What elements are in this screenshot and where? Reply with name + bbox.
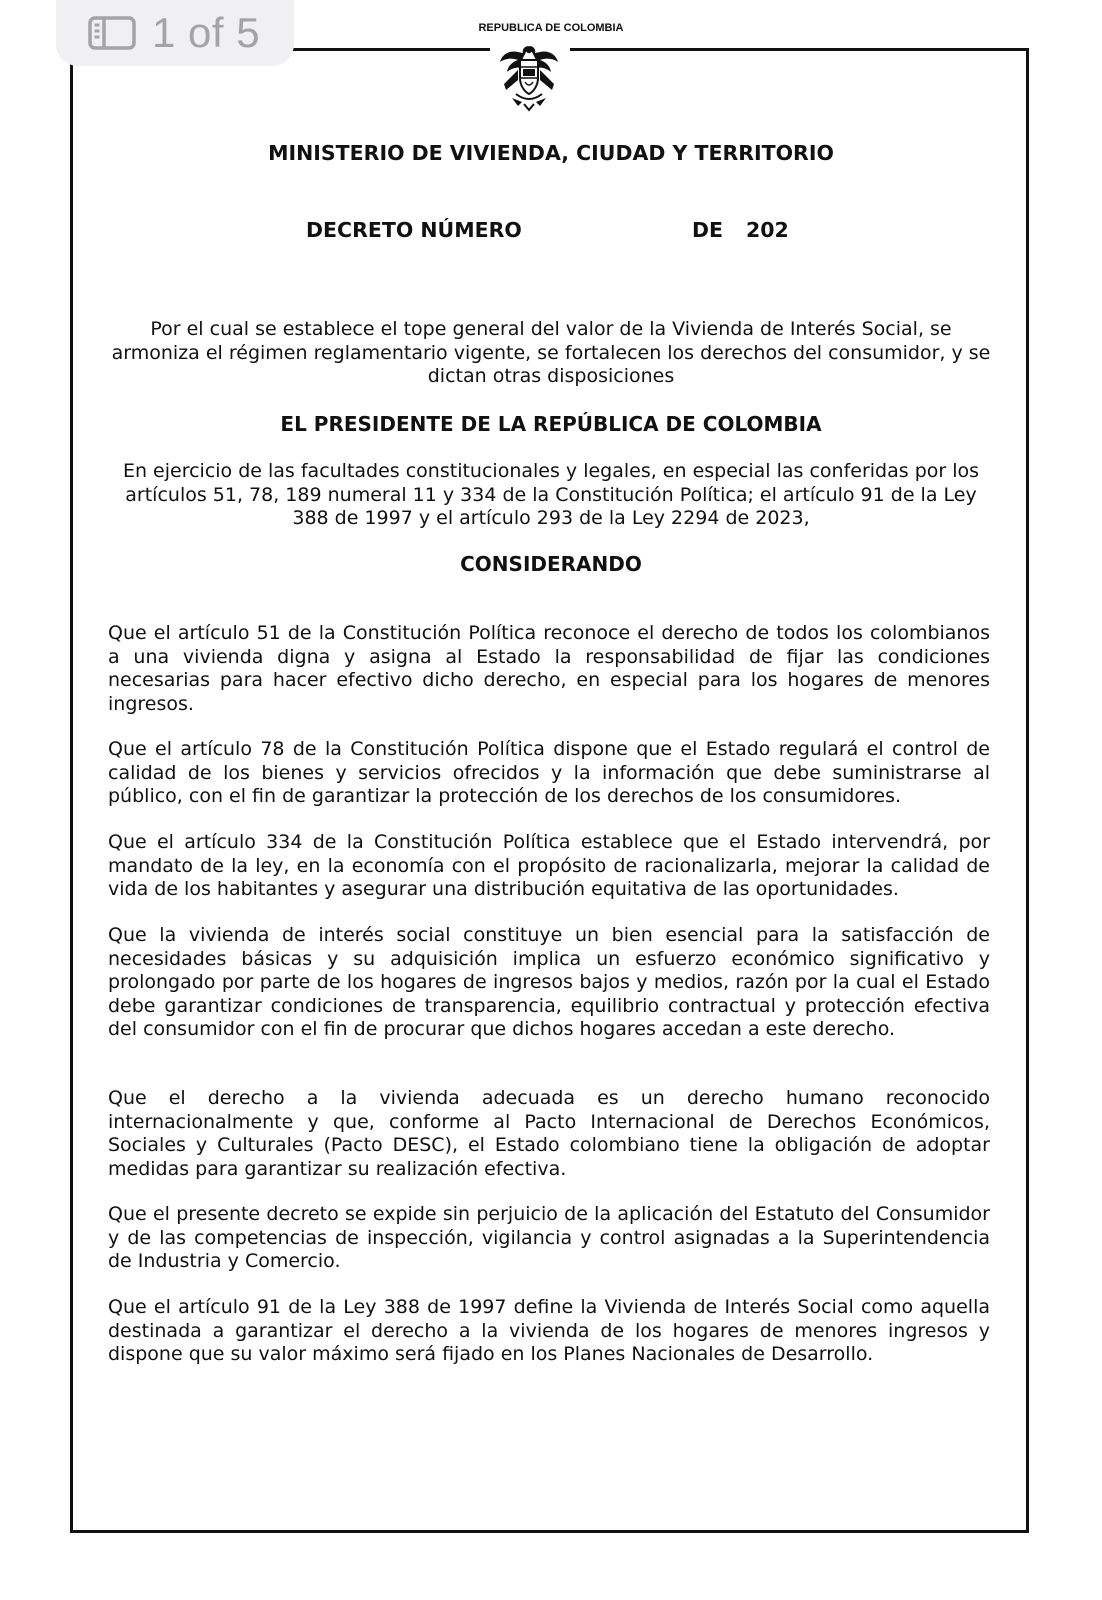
page-counter: 1 of 5: [152, 9, 261, 56]
considering-paragraph: Que la vivienda de interés social constituye un bien esencial para la satisfacción de necesidades básicas y su adquisición implica un esfuerzo económico significativo y prolongado por parte de los hogares de ingresos bajos y medios, razón por la cual el Estado debe garantizar condiciones de transparencia, equilibrio contractual y protección efectiva del consumidor con el fin de procurar que dichos hogares accedan a este derecho.: [108, 924, 990, 1041]
decree-epigraph: Por el cual se establece el tope general del valor de la Vivienda de Interés Social, se armoniza el régimen reglamentario vigente, se fortalecen los derechos del consumidor, y se dictan otras disposiciones: [111, 318, 991, 388]
considering-heading: CONSIDERANDO: [460, 552, 642, 576]
considering-paragraph: Que el artículo 51 de la Constitución Política reconoce el derecho de todos los colombianos a una vivienda digna y asigna al Estado la responsabilidad de fijar las condiciones necesarias para hacer efectivo dicho derecho, en especial para los hogares de menores ingresos.: [108, 622, 990, 715]
considering-paragraph: Que el artículo 91 de la Ley 388 de 1997 define la Vivienda de Interés Social como aquella destinada a garantizar el derecho a la vivienda de los hogares de menores ingresos y dispone que su valor máximo será fijado en los Planes Nacionales de Desarrollo.: [108, 1296, 990, 1366]
ministry-title: MINISTERIO DE VIVIENDA, CIUDAD Y TERRITORIO: [268, 141, 834, 165]
decree-number-label: DECRETO NÚMERO: [306, 218, 522, 242]
country-name: REPUBLICA DE COLOMBIA: [478, 22, 624, 34]
powers-statement: En ejercicio de las facultades constitucionales y legales, en especial las conferidas por los artículos 51, 78, 189 numeral 11 y 334 de la Constitución Política; el artículo 91 de la Ley 388 de 1997 y el artículo 293 de la Ley 2294 de 2023,: [122, 460, 980, 530]
coat-of-arms-icon: [496, 40, 562, 112]
decree-de-label: DE: [692, 218, 724, 242]
considering-paragraph: Que el presente decreto se expide sin perjuicio de la aplicación del Estatuto del Consumidor y de las competencias de inspección, vigilancia y control asignadas a la Superintendencia de Industria y Comercio.: [108, 1203, 990, 1273]
considering-paragraph: Que el artículo 78 de la Constitución Política dispone que el Estado regulará el control de calidad de los bienes y servicios ofrecidos y la información que debe suministrarse al público, con el fin de garantizar la protección de los derechos de los consumidores.: [108, 738, 990, 808]
considering-paragraph: Que el artículo 334 de la Constitución Política establece que el Estado intervendrá, por mandato de la ley, en la economía con el propósito de racionalizarla, mejorar la calidad de vida de los habitantes y asegurar una distribución equitativa de las oportunidades.: [108, 831, 990, 901]
authority-heading: EL PRESIDENTE DE LA REPÚBLICA DE COLOMBIA: [280, 412, 822, 436]
decree-year: 202: [746, 218, 789, 242]
considering-paragraph: Que el derecho a la vivienda adecuada es un derecho humano reconocido internacionalmente y que, conforme al Pacto Internacional de Derechos Económicos, Sociales y Culturales (Pacto DESC), el Estado colombiano tiene la obligación de adoptar medidas para garantizar su realización efectiva.: [108, 1087, 990, 1180]
